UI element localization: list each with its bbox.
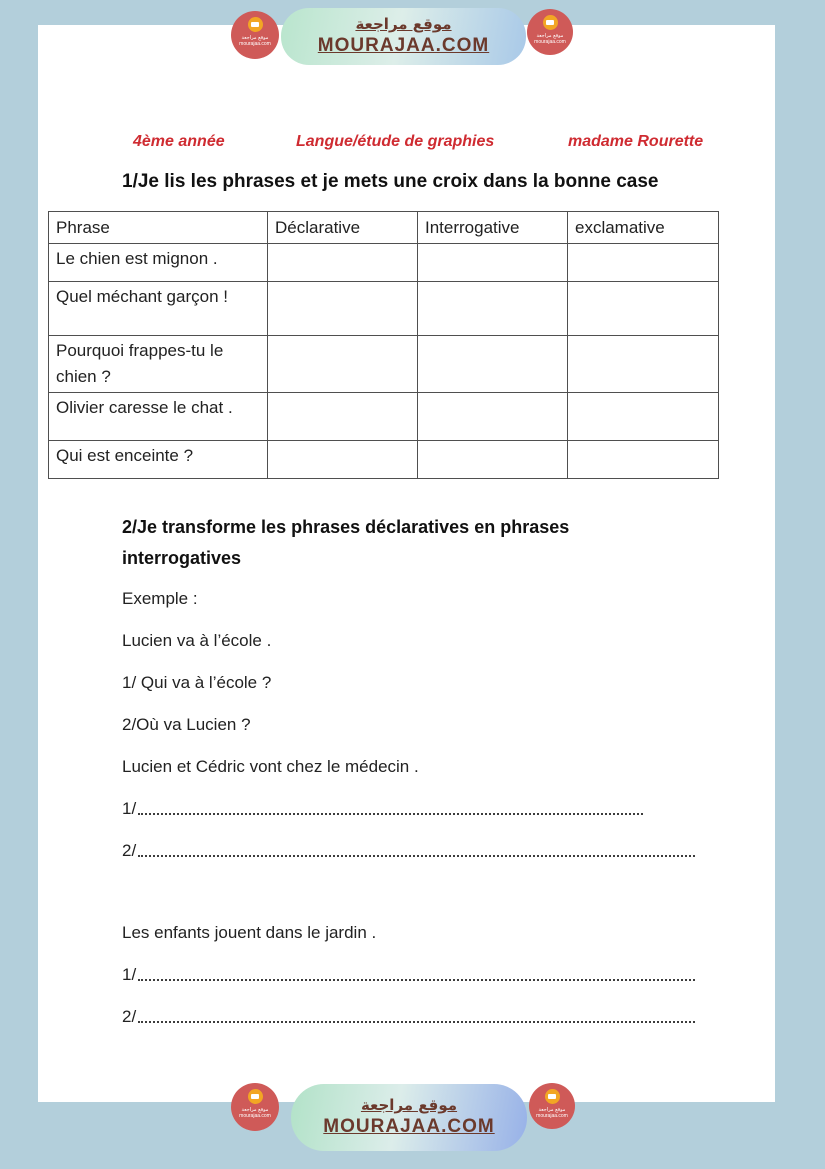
answer-cell <box>568 336 719 393</box>
mourajaa-logo-icon <box>527 9 573 55</box>
col-header-phrase: Phrase <box>49 212 268 244</box>
site-banner-bottom <box>291 1084 527 1151</box>
sentence-2: Les enfants jouent dans le jardin . <box>122 923 377 942</box>
logo-arabic-text: موقع مراجعة <box>241 1107 269 1113</box>
answer-line <box>122 964 747 986</box>
answer-line <box>122 840 747 862</box>
table-row <box>49 441 719 479</box>
exercise2-section <box>122 512 747 1028</box>
answer-cell <box>568 244 719 282</box>
answer-prefix: 1/ <box>122 799 137 818</box>
dotted-blank <box>138 840 695 857</box>
exercise1-title: 1/Je lis les phrases et je mets une croix dans la bonne case <box>122 171 659 192</box>
phrase-cell: Olivier caresse le chat . <box>49 393 268 441</box>
phrases-table <box>48 211 719 479</box>
answer-prefix: 2/ <box>122 841 137 860</box>
logo-domain-text: mourajaa.com <box>534 39 566 45</box>
logo-domain-text: mourajaa.com <box>239 41 271 47</box>
phrase-cell: Pourquoi frappes-tu le chien ? <box>49 336 268 393</box>
dotted-blank <box>138 964 695 981</box>
answer-cell <box>418 282 568 336</box>
answer-cell <box>418 393 568 441</box>
example-sentence: Lucien va à l’école . <box>122 631 272 650</box>
mourajaa-logo-icon <box>231 1083 279 1131</box>
exercise2-title: 2/Je transforme les phrases déclaratives en phrases interrogatives <box>122 517 570 568</box>
dotted-blank <box>138 1006 695 1023</box>
header-grade: 4ème année <box>133 133 225 150</box>
logo-domain-text: mourajaa.com <box>536 1113 568 1119</box>
answer-prefix: 2/ <box>122 1007 137 1026</box>
banner-site-name: MOURAJAA.COM <box>317 35 490 56</box>
banner-site-name: MOURAJAA.COM <box>323 1116 495 1137</box>
logo-domain-text: mourajaa.com <box>239 1113 271 1119</box>
answer-cell <box>568 393 719 441</box>
sentence-1: Lucien et Cédric vont chez le médecin . <box>122 757 419 776</box>
col-header-interrogative: Interrogative <box>418 212 568 244</box>
phrase-cell: Quel méchant garçon ! <box>49 282 268 336</box>
example-answer-1: 1/ Qui va à l’école ? <box>122 673 272 692</box>
answer-cell <box>568 282 719 336</box>
answer-line <box>122 798 747 820</box>
answer-cell <box>268 282 418 336</box>
banner-arabic-title: موقع مراجعة <box>360 1096 458 1114</box>
mourajaa-logo-icon <box>529 1083 575 1129</box>
phrase-cell: Le chien est mignon . <box>49 244 268 282</box>
phrase-cell: Qui est enceinte ? <box>49 441 268 479</box>
logo-book-icon <box>248 1089 263 1104</box>
table-header-row <box>49 212 719 244</box>
answer-cell <box>268 393 418 441</box>
dotted-blank <box>138 798 643 815</box>
logo-arabic-text: موقع مراجعة <box>538 1107 566 1113</box>
answer-cell <box>568 441 719 479</box>
answer-cell <box>268 244 418 282</box>
header-teacher: madame Rourette <box>568 133 704 150</box>
banner-arabic-title: موقع مراجعة <box>355 15 452 33</box>
example-label: Exemple : <box>122 589 198 608</box>
logo-book-icon <box>248 17 263 32</box>
col-header-declarative: Déclarative <box>268 212 418 244</box>
table-row <box>49 244 719 282</box>
table-row <box>49 393 719 441</box>
answer-cell <box>418 336 568 393</box>
mourajaa-logo-icon <box>231 11 279 59</box>
example-answer-2: 2/Où va Lucien ? <box>122 715 251 734</box>
logo-arabic-text: موقع مراجعة <box>536 33 564 39</box>
answer-cell <box>268 336 418 393</box>
header-subject: Langue/étude de graphies <box>296 133 495 150</box>
logo-book-icon <box>545 1089 560 1104</box>
table-row <box>49 336 719 393</box>
answer-line <box>122 1006 747 1028</box>
page-content <box>38 25 775 1102</box>
answer-cell <box>268 441 418 479</box>
site-banner-top <box>281 8 526 65</box>
col-header-exclamative: exclamative <box>568 212 719 244</box>
answer-prefix: 1/ <box>122 965 137 984</box>
answer-cell <box>418 244 568 282</box>
answer-cell <box>418 441 568 479</box>
logo-arabic-text: موقع مراجعة <box>241 35 269 41</box>
logo-book-icon <box>543 15 558 30</box>
table-row <box>49 282 719 336</box>
